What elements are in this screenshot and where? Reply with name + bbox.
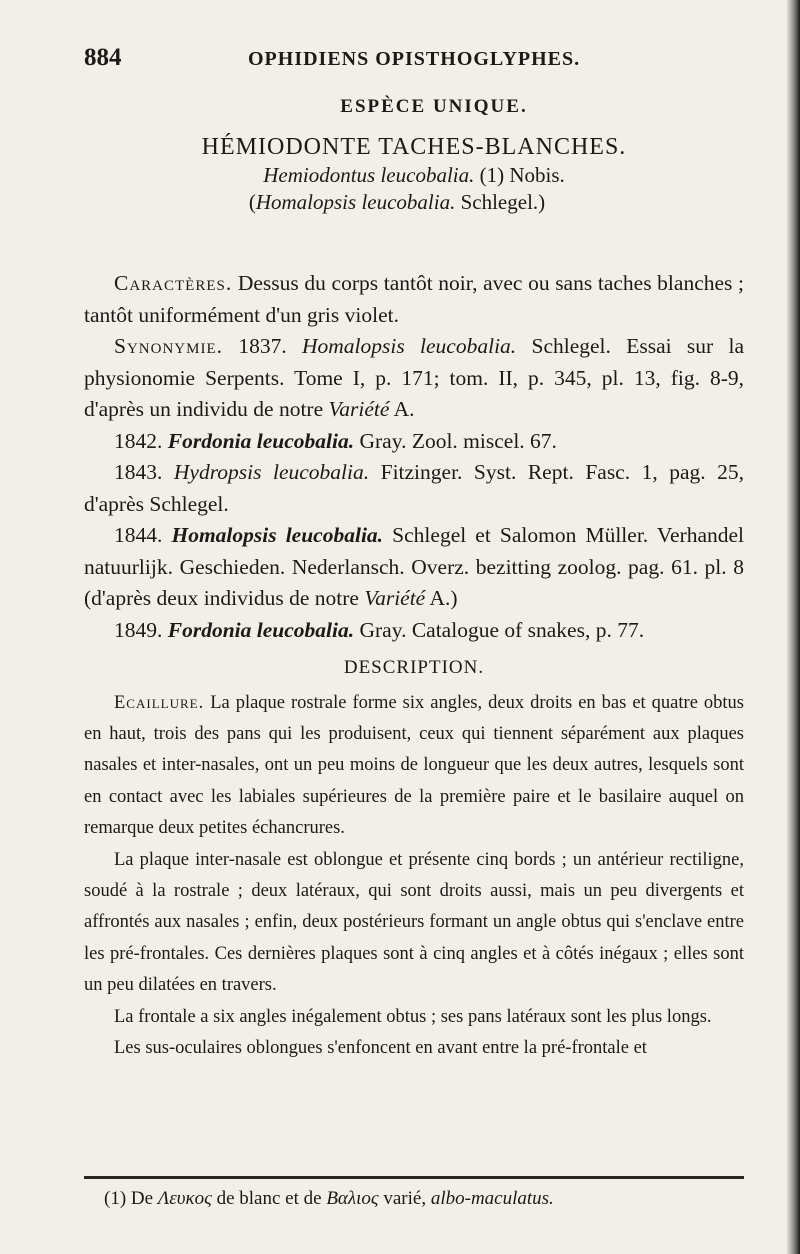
synonymy-year: 1843. <box>114 460 163 484</box>
page-header <box>84 44 744 84</box>
main-text <box>84 268 744 1064</box>
species-scientific-line <box>84 163 744 188</box>
characters-text: Dessus du corps tantôt noir, avec ou sans taches blanches ; tantôt uniformément d'un gris violet. <box>84 271 744 327</box>
footnote-marker: (1) De <box>104 1188 154 1209</box>
synonymy-entry-1849 <box>84 615 744 647</box>
page-edge-shadow <box>786 0 800 1254</box>
running-head: OPHIDIENS OPISTHOGLYPHES. <box>248 48 581 70</box>
footnote <box>84 1186 744 1212</box>
synonymy-taxon: Fordonia leucobalia. <box>167 428 355 453</box>
synonymy-entry-1837 <box>84 331 744 426</box>
description-paragraph-4: Les sus-oculaires oblongues s'enfoncent en avant entre la pré-frontale et <box>114 1037 647 1058</box>
synonymy-citation: Schlegel. Essai sur la physionomie Serpents. Tome I, p. 171; tom. II, p. 345, pl. 13, fig. 8-9, d'après un individu de notre <box>84 334 745 421</box>
synonymy-year: 1849. <box>114 617 163 642</box>
species-scientific-name: Hemiodontus leucobalia. <box>263 163 475 187</box>
description-paragraph-1 <box>84 688 744 845</box>
species-synonym-name: Homalopsis leucobalia. <box>255 190 456 214</box>
synonymy-variety-letter: A. <box>393 397 415 421</box>
synonymy-entry-1844 <box>84 520 744 615</box>
description-heading: DESCRIPTION. <box>343 657 485 678</box>
species-synonym-author: Schlegel.) <box>460 190 546 214</box>
characters-label: Caractères. <box>114 271 233 295</box>
synonymy-taxon: Homalopsis leucobalia. <box>302 334 517 358</box>
footnote-text: varié, <box>383 1188 427 1209</box>
species-common-name: HÉMIODONTE TACHES-BLANCHES. <box>201 134 627 160</box>
synonymy-year: 1842. <box>114 428 163 453</box>
page-number: 884 <box>84 44 122 71</box>
footnote-rule <box>84 1176 744 1179</box>
characters-paragraph <box>84 268 744 331</box>
synonymy-citation: Gray. Zool. miscel. 67. <box>359 428 557 453</box>
footnote-greek-balios: Βαλιος <box>326 1188 379 1209</box>
synonymy-variety-letter: A.) <box>429 586 458 610</box>
synonymy-citation: Fitzinger. Syst. Rept. Fasc. 1, pag. 25, d'après Schlegel. <box>84 460 745 516</box>
synonymy-citation: Gray. Catalogue of snakes, p. 77. <box>359 617 645 642</box>
ecaillure-label: Ecaillure. <box>114 692 205 713</box>
description-paragraph-2: La plaque inter-nasale est oblongue et présente cinq bords ; un antérieur rectiligne, soudé à la rostrale ; deux latéraux, qui sont droits aussi, mais un peu divergents et affrontés aux nasales ; enfin, deux postérieurs formant un angle obtus qui s'enclave entre les pré-frontales. Ces dernières plaques sont à cinq angles et à côtés inégaux ; elles sont un peu dilatées en travers. <box>84 849 744 996</box>
section-label: ESPÈCE UNIQUE. <box>340 96 528 117</box>
synonymy-entry-1843 <box>84 457 744 520</box>
synonymy-variety: Variété <box>328 397 390 421</box>
description-paragraph-3: La frontale a six angles inégalement obtus ; ses pans latéraux sont les plus longs. <box>114 1006 712 1027</box>
synonymy-citation: Schlegel et Salomon Müller. Verhandel natuurlijk. Geschieden. Nederlansch. Overz. bezitting zoolog. pag. 61. pl. 8 (d'après deux individus de notre <box>84 523 745 610</box>
synonymy-variety: Variété <box>364 586 426 610</box>
synonymy-taxon: Fordonia leucobalia. <box>167 617 355 642</box>
footnote-text: de blanc et de <box>216 1188 322 1209</box>
footnote-latin: albo-maculatus. <box>430 1188 554 1209</box>
synonymy-taxon: Homalopsis leucobalia. <box>171 523 384 547</box>
synonymy-entry-1842 <box>84 426 744 458</box>
description-text: La plaque rostrale forme six angles, deux droits en bas et quatre obtus en haut, trois des pans qui les produisent, ceux qui tiennent séparément aux plaques nasales et inter-nasales, ont un peu moins de longueur que les deux autres, lesquels sont en contact avec les labiales supérieures de la première paire et le basilaire auquel on remarque deux petites échancrures. <box>84 692 744 839</box>
species-synonym-line: (Homalopsis leucobalia. Schlegel.) <box>248 190 546 214</box>
footnote-greek-leukos: Λευκος <box>157 1188 212 1209</box>
species-scientific-note: (1) Nobis. <box>479 163 565 187</box>
species-title-block <box>84 96 744 215</box>
synonymy-taxon: Hydropsis leucobalia. <box>173 460 370 484</box>
synonymy-year: 1844. <box>114 523 163 547</box>
synonymy-label: Synonymie. <box>114 334 223 358</box>
synonymy-year: 1837. <box>238 334 287 358</box>
